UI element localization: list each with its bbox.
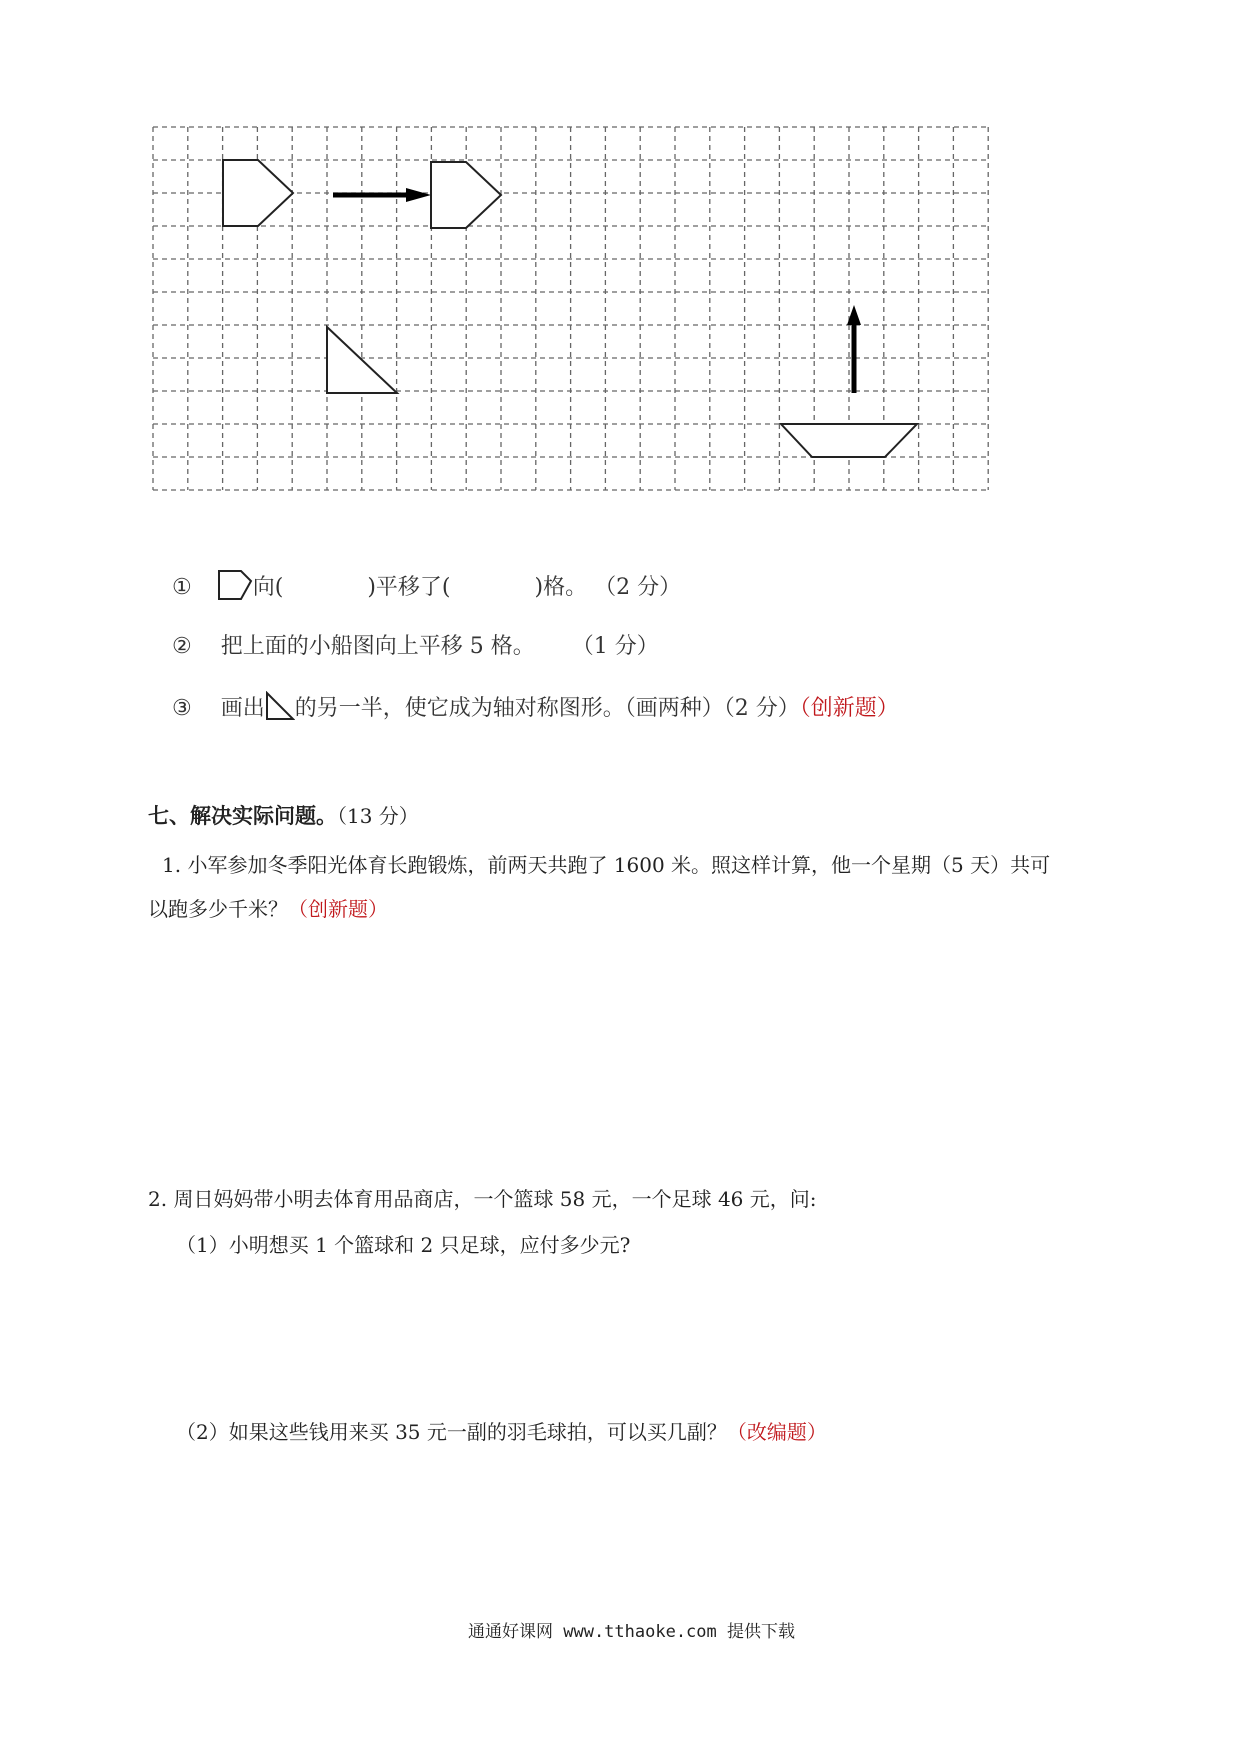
q2-sub2	[176, 1416, 827, 1445]
question-item-1	[172, 569, 681, 607]
item2-score: （1 分）	[571, 634, 659, 659]
q1-line-1: 1. 小军参加冬季阳光体育长跑锻炼，前两天共跑了 1600 米。照这样计算，他一个星期（5 天）共可	[162, 853, 1051, 877]
section-score: （13 分）	[337, 804, 419, 828]
item3-text-b: 的另一半，使它成为轴对称图形。（画两种）（2 分）	[294, 696, 800, 721]
page-footer: 通通好课网 www.tthaoke.com 提供下载	[468, 1622, 795, 1642]
item2-text: 把上面的小船图向上平移 5 格。	[220, 634, 535, 659]
item1-text-a: 向(	[252, 575, 284, 600]
innovation-tag: （创新题）	[288, 897, 388, 921]
pentagon-inline-icon	[217, 569, 253, 607]
adapted-tag: （改编题）	[726, 1420, 827, 1444]
item-number: ②	[172, 634, 192, 659]
grid-figure	[151, 125, 991, 499]
item1-text-b: )平移了(	[367, 575, 451, 600]
arrow-right-icon	[333, 188, 431, 202]
innovation-tag: （创新题）	[799, 696, 899, 721]
pentagon-shape-moved	[431, 162, 501, 228]
q2-sub2-text: （2）如果这些钱用来买 35 元一副的羽毛球拍，可以买几副？	[176, 1420, 727, 1444]
item-number: ①	[172, 575, 192, 600]
item3-text-a: 画出	[220, 696, 265, 721]
boat-shape	[781, 424, 917, 457]
section-7-heading	[148, 800, 419, 830]
translation-grid	[151, 125, 991, 495]
q2-sub1: （1）小明想买 1 个篮球和 2 只足球，应付多少元?	[176, 1233, 631, 1257]
section-title: 七、解决实际问题。	[148, 803, 337, 828]
item1-text-c: )格。	[534, 575, 588, 600]
q1-line-2-text: 以跑多少千米？	[148, 897, 288, 921]
q2-stem: 2. 周日妈妈带小明去体育用品商店，一个篮球 58 元，一个足球 46 元，问:	[148, 1187, 817, 1211]
question-item-3	[172, 691, 899, 727]
triangle-inline-icon	[265, 691, 295, 727]
item1-score: （2 分）	[594, 575, 682, 600]
item-number: ③	[172, 696, 192, 721]
q1-line-2	[148, 893, 388, 922]
pentagon-shape-original	[223, 160, 293, 226]
question-item-2	[172, 629, 659, 660]
